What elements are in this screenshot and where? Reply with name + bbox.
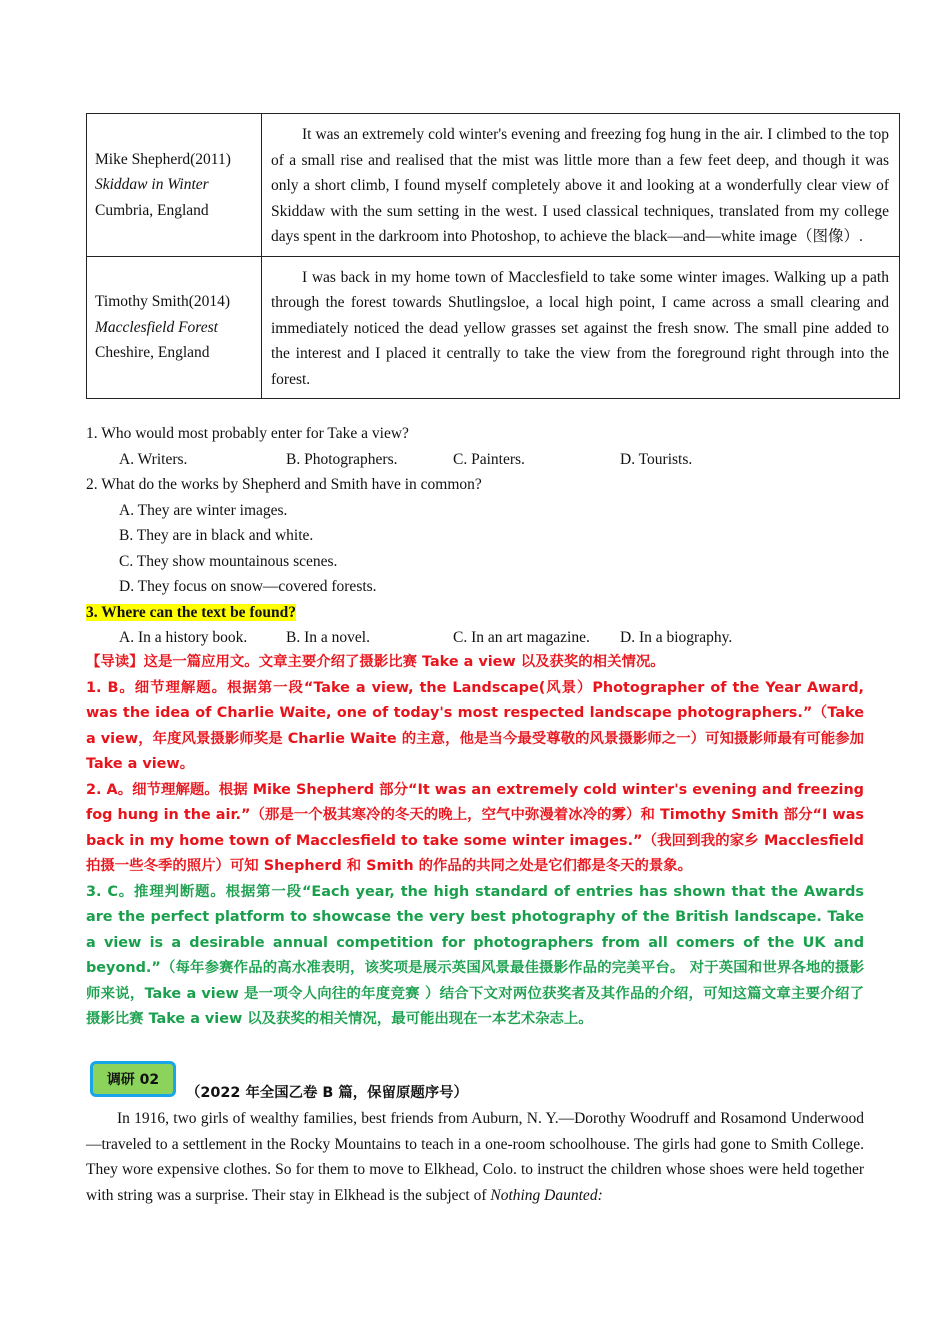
question-1-options — [119, 447, 864, 473]
option: A. In a history book. — [119, 629, 248, 646]
table-row — [87, 256, 900, 399]
option: C. They show mountainous scenes. — [119, 552, 338, 570]
entry-info — [87, 256, 262, 399]
question-3-stem: 3. Where can the text be found? — [86, 603, 296, 621]
analysis-answer-3: 3. C。推理判断题。根据第一段“Each year, the high standard of entries has shown that the Awards are the perfect platform to showcase the very best photography of the British landscape. Take a view is a desirable annual competition for photographers from all comers of the UK and beyond.”（每年参赛作品的高水准表明，该奖项是展示英国风景最佳摄影作品的完美平台。 对于英国和世界各地的摄影师来说，Take a view 是一项令人向往的年度竞赛 ）结合下文对两位获奖者及其作品的介绍，可知这篇文章主要介绍了摄影比赛 Take a view 以及获奖的相关情况，最可能出现在一本艺术杂志上。 — [86, 883, 864, 1027]
option: C. In an art magazine. — [453, 629, 590, 646]
photographer-name: Mike Shepherd(2011) — [95, 150, 231, 168]
question-2-stem: 2. What do the works by Shepherd and Smith have in common? — [86, 476, 482, 493]
entry-text: I was back in my home town of Macclesfield to take some winter images. Walking up a path through the forest towards Shutlingsloe, a local high point, I came across a small clearing and immediately noticed the dead yellow grasses set against the fresh snow. The small pine added to the interest and I placed it centrally to take the view from the foreground right through into the forest. — [271, 268, 889, 388]
option: A. Writers. — [119, 450, 188, 468]
photo-location: Cheshire, England — [95, 344, 210, 361]
photo-location: Cumbria, England — [95, 201, 209, 219]
option: B. Photographers. — [286, 450, 398, 468]
analysis-intro: 【导读】这是一篇应用文。文章主要介绍了摄影比赛 Take a view 以及获奖的相关情况。 — [86, 654, 665, 670]
photographer-name: Timothy Smith(2014) — [95, 293, 231, 310]
section-source: （2022 年全国乙卷 B 篇，保留原题序号） — [186, 1085, 468, 1101]
option: A. They are winter images. — [119, 501, 288, 519]
option: D. Tourists. — [620, 450, 693, 468]
option: C. Painters. — [453, 450, 525, 468]
entry-description — [262, 256, 900, 399]
book-title: Nothing Daunted: — [490, 1186, 603, 1204]
passage-text: In 1916, two girls of wealthy families, best friends from Auburn, N. Y.—Dorothy Woodruff and Rosamond Underwood—traveled to a settlement in the Rocky Mountains to teach in a one-room schoolhouse. The girls had gone to Smith College. They wore expensive clothes. So for them to move to Elkhead, Colo. to instruct the children whose shoes were held together with string was a surprise. Their stay in Elkhead is the subject of — [86, 1110, 864, 1204]
analysis-answer-2: 2. A。细节理解题。根据 Mike Shepherd 部分“It was an extremely cold winter's evening and freezing fog hung in the air.”（那是一个极其寒冷的冬天的晚上，空气中弥漫着冰冷的雾）和 Timothy Smith 部分“I was back in my home town of Macclesfield to take some winter images.”（我回到我的家乡 Macclesfield 拍摄一些冬季的照片）可知 Shepherd 和 Smith 的作品的共同之处是它们都是冬天的景象。 — [86, 781, 864, 874]
option: B. They are in black and white. — [119, 527, 314, 544]
award-entries-table — [86, 113, 900, 399]
entry-info — [87, 114, 262, 257]
option: D. They focus on snow—covered forests. — [119, 578, 377, 595]
section-badge: 调研 02 — [90, 1061, 176, 1097]
passage-paragraph — [86, 1106, 864, 1208]
question-1-stem: 1. Who would most probably enter for Take a view? — [86, 425, 409, 442]
photo-title: Macclesfield Forest — [95, 318, 218, 336]
option: D. In a biography. — [620, 629, 733, 646]
entry-description — [262, 114, 900, 257]
analysis-answer-1: 1. B。细节理解题。根据第一段“Take a view, the Landscape(风景）Photographer of the Year Award, was the idea of Charlie Waite, one of today's most respected landscape photographers.”（Take a view，年度风景摄影师奖是 Charlie Waite 的主意，他是当今最受尊敬的风景摄影师之一）可知摄影师最有可能参加 Take a view。 — [86, 679, 864, 772]
entry-text: It was an extremely cold winter's evening and freezing fog hung in the air. I climbed to the top of a small rise and realised that the mist was little more than a few feet deep, and though it was only a short climb, I found myself completely above it and looking at a wonderfully clear view of Skiddaw with the sum setting in the west. I used classical techniques, translated from my college days spent in the darkroom into Photoshop, to achieve the black—and—white image（图像）. — [271, 126, 889, 245]
answer-analysis — [86, 650, 864, 1033]
reading-passage — [86, 1106, 864, 1208]
question-3-options — [119, 625, 864, 651]
option: B. In a novel. — [286, 629, 370, 646]
table-row — [87, 114, 900, 257]
photo-title: Skiddaw in Winter — [95, 176, 209, 193]
questions — [86, 421, 864, 651]
